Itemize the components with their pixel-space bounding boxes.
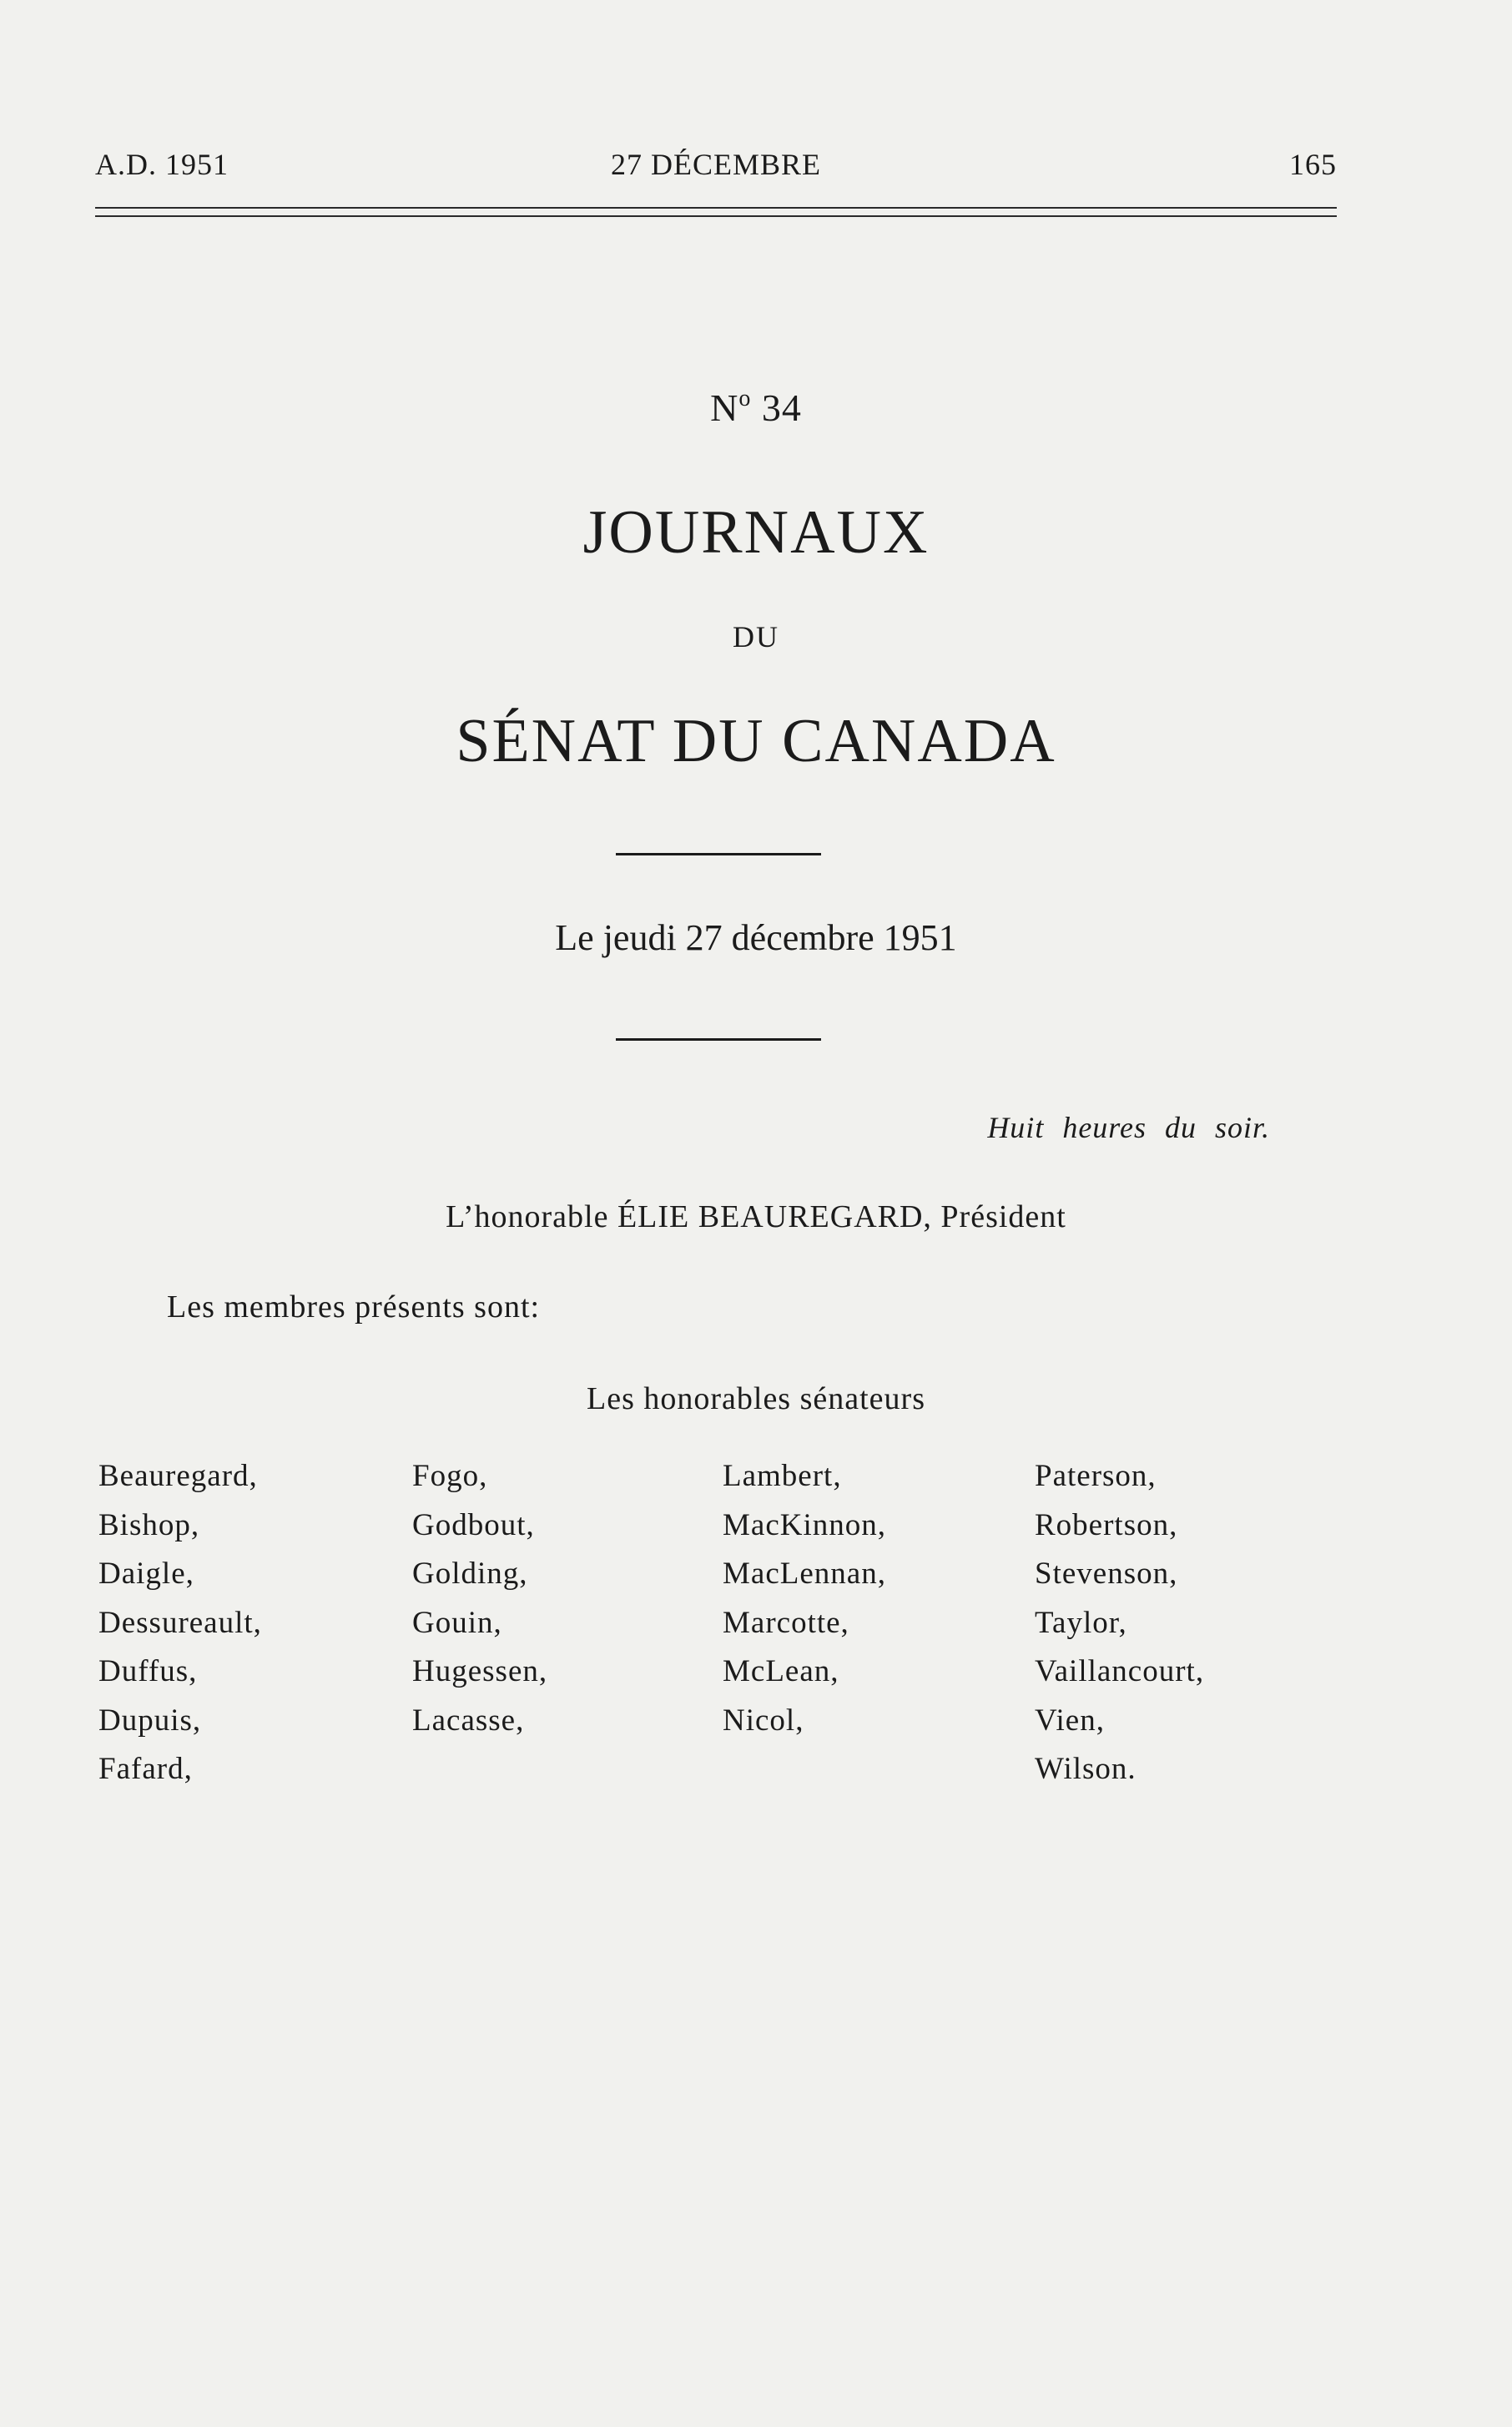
divider-rule-bottom <box>616 1038 821 1041</box>
senator-name: Dessureault, <box>98 1605 262 1640</box>
header-date: 27 DÉCEMBRE <box>610 148 821 181</box>
senator-name: Daigle, <box>98 1557 194 1591</box>
senator-name: Beauregard, <box>98 1459 258 1493</box>
running-header <box>95 147 1337 190</box>
header-double-rule <box>95 207 1337 217</box>
senator-name: Nicol, <box>723 1703 804 1738</box>
senator-name: Taylor, <box>1035 1605 1127 1640</box>
senators-column-1 <box>98 1452 262 1794</box>
senator-name: McLean, <box>723 1654 839 1688</box>
senator-name: Lambert, <box>723 1459 842 1493</box>
senator-name: Gouin, <box>412 1605 502 1640</box>
title-senat: SÉNAT DU CANADA <box>456 707 1056 775</box>
number-value: 34 <box>761 386 802 429</box>
sitting-time: Huit heures du soir. <box>987 1111 1270 1144</box>
number-superscript: o <box>738 386 752 411</box>
senator-name: Fogo, <box>412 1459 488 1493</box>
sitting-date: Le jeudi 27 décembre 1951 <box>555 917 957 958</box>
senator-name: Dupuis, <box>98 1703 202 1738</box>
divider-rule-top <box>616 853 821 855</box>
senator-name: Lacasse, <box>412 1703 525 1738</box>
members-intro: Les membres présents sont: <box>167 1289 541 1325</box>
number-prefix: N <box>710 386 739 429</box>
senators-column-3 <box>723 1452 886 1745</box>
senator-name: Duffus, <box>98 1654 198 1688</box>
senator-name: Fafard, <box>98 1752 193 1786</box>
journal-number <box>0 386 1512 430</box>
senator-name: Paterson, <box>1035 1459 1157 1493</box>
senators-column-2 <box>412 1452 547 1745</box>
senator-name: Golding, <box>412 1557 528 1591</box>
senators-column-4 <box>1035 1452 1204 1794</box>
page-number: 165 <box>1289 148 1337 181</box>
senator-name: MacLennan, <box>723 1557 886 1591</box>
senator-name: Godbout, <box>412 1507 535 1542</box>
senator-name: Marcotte, <box>723 1605 849 1640</box>
senator-name: Robertson, <box>1035 1507 1178 1542</box>
senator-name: MacKinnon, <box>723 1507 886 1542</box>
title-journaux: JOURNAUX <box>582 498 930 567</box>
senator-name: Stevenson, <box>1035 1557 1178 1591</box>
senator-name: Wilson. <box>1035 1752 1137 1786</box>
senator-name: Hugessen, <box>412 1654 548 1688</box>
header-year: A.D. 1951 <box>95 148 229 181</box>
president-line: L’honorable ÉLIE BEAUREGARD, Président <box>446 1199 1066 1234</box>
senator-name: Vaillancourt, <box>1035 1654 1205 1688</box>
senator-name: Vien, <box>1035 1703 1105 1738</box>
title-du: DU <box>733 620 779 653</box>
senator-name: Bishop, <box>98 1507 200 1542</box>
senators-heading: Les honorables sénateurs <box>587 1381 925 1416</box>
